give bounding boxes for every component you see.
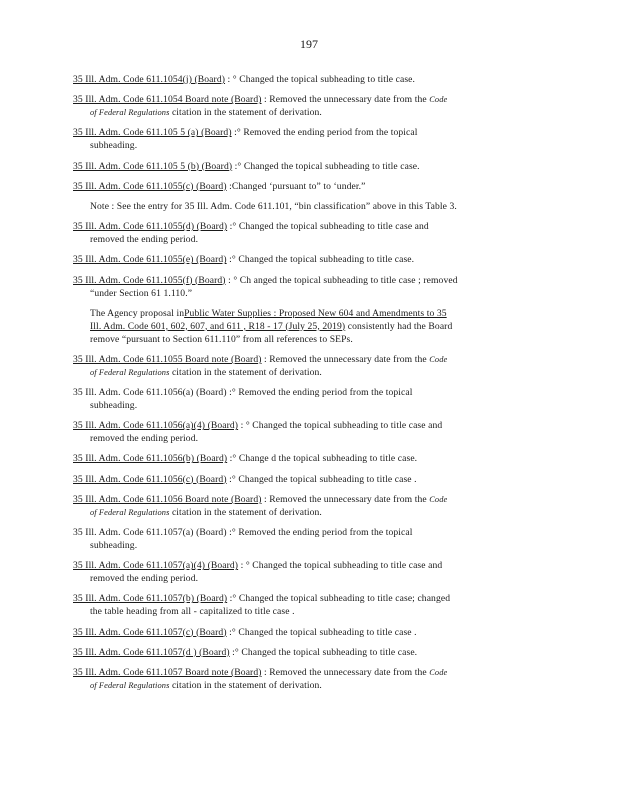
continuation-text: subheading. [90,400,138,412]
italic-code: Code [429,95,448,105]
entry-line [73,274,543,287]
citation: 35 Ill. Adm. Code 611.1055(e) (Board) [73,254,227,266]
change-entry [73,160,543,173]
italic-cfr: of Federal Regulations [90,367,170,377]
entry-line [73,73,543,86]
citation: 35 Ill. Adm. Code 611.1056 Board note (Board) [73,493,262,505]
citation: 35 Ill. Adm. Code 611.1054 Board note (Board) [73,94,262,106]
change-description: :° Removed the ending period from the topical [229,387,413,399]
change-description: :° Changed the topical subheading to title case. [232,646,418,658]
change-description: :° Changed the topical subheading to title case and [229,221,429,233]
agency-text: The Agency proposal in [90,307,185,319]
change-entry [73,126,543,152]
entry-continuation [73,233,543,246]
change-description: : Removed the unnecessary date from the [264,353,427,365]
citation: 35 Ill. Adm. Code 611.1056(a) (Board) [73,387,227,399]
change-description: :° Changed the topical subheading to title case. [229,254,415,266]
entry-continuation [73,572,543,585]
agency-line [73,320,543,333]
continuation-text: removed the ending period. [90,234,199,246]
continuation-text: citation in the statement of derivation. [171,107,322,119]
agency-line [73,307,543,320]
change-entry [73,73,543,86]
change-entry [73,386,543,412]
italic-code: Code [429,494,448,504]
italic-code: Code [429,667,448,677]
continuation-text: the table heading from all - capitalized to title case . [90,606,295,618]
change-description: :° Changed the topical subheading to title case . [229,473,417,485]
agency-proposal-title: Public Water Supplies : Proposed New 604 and Amendments to 35 [184,307,447,319]
change-entry [73,626,543,639]
change-description: : ° Ch anged the topical subheading to title case ; removed [228,274,458,286]
change-description: :Changed ‘pursuant to” to ‘under.” [229,180,366,192]
change-description: : ° Changed the topical subheading to title case and [240,420,443,432]
italic-cfr: of Federal Regulations [90,108,170,118]
entry-continuation [73,399,543,412]
agency-proposal-title: Ill. Adm. Code 601, 602, 607, and 611 , R18 - 17 (July 25, 2019) [90,320,346,332]
change-entry [73,646,543,659]
change-entry [73,493,543,519]
entry-line [73,592,543,605]
citation: 35 Ill. Adm. Code 611.1057(c) (Board) [73,626,227,638]
change-description: : ° Changed the topical subheading to title case and [240,560,443,572]
entry-line [73,626,543,639]
continuation-text: removed the ending period. [90,433,199,445]
entry-line [73,93,543,106]
continuation-text: citation in the statement of derivation. [171,366,322,378]
change-description: :° Change d the topical subheading to title case. [229,453,418,465]
change-description: :° Changed the topical subheading to title case . [229,626,417,638]
citation: 35 Ill. Adm. Code 611.1055(d) (Board) [73,221,228,233]
citation: 35 Ill. Adm. Code 611.1055 Board note (Board) [73,353,262,365]
citation: 35 Ill. Adm. Code 611.1057(a) (Board) [73,527,227,538]
entry-continuation [73,366,543,379]
continuation-text: subheading. [90,140,138,152]
change-entry [73,419,543,445]
change-description: : ° Changed the topical subheading to title case. [227,74,416,85]
entry-line [73,419,543,432]
change-description: :° Removed the ending period from the topical [234,127,418,139]
change-description: :° Changed the topical subheading to title case. [234,160,420,172]
entry-continuation [73,539,543,552]
change-entry [73,253,543,266]
entry-line [73,559,543,572]
change-entry [73,559,543,585]
change-description: :° Changed the topical subheading to title case; changed [229,593,451,605]
citation: 35 Ill. Adm. Code 611.1056(c) (Board) [73,473,227,485]
entry-continuation [73,605,543,618]
entry-line [73,452,543,465]
citation: 35 Ill. Adm. Code 611.105 5 (a) (Board) [73,127,232,139]
entry-continuation [73,106,543,119]
entry-line [73,160,543,173]
continuation-text: “under Section 61 1.110.” [90,287,193,299]
change-entry [73,473,543,486]
citation: 35 Ill. Adm. Code 611.105 5 (b) (Board) [73,160,233,172]
entry-continuation [73,432,543,445]
change-entry [73,180,543,193]
continuation-text: citation in the statement of derivation. [171,679,322,691]
citation: 35 Ill. Adm. Code 611.1057(b) (Board) [73,593,228,605]
note-text: Note : See the entry for 35 Ill. Adm. Code 611.101, “bin classification” above in this Table 3. [90,200,457,212]
change-entry [73,592,543,618]
page-number: 197 [300,37,318,51]
entry-line [73,473,543,486]
citation: 35 Ill. Adm. Code 611.1055(f) (Board) [73,274,226,286]
entry-continuation [73,506,543,519]
citation: 35 Ill. Adm. Code 611.1056(a)(4) (Board) [73,420,239,432]
change-description: : Removed the unnecessary date from the [264,493,427,505]
change-description: : Removed the unnecessary date from the [264,666,427,678]
entry-line [73,526,543,539]
entry-line [73,386,543,399]
change-entry [73,220,543,246]
continuation-text: subheading. [90,540,138,551]
entry-continuation [73,679,543,692]
agency-line: remove “pursuant to Section 611.110” from all references to SEPs. [90,333,353,345]
citation: 35 Ill. Adm. Code 611.1055(c) (Board) [73,180,227,192]
citation: 35 Ill. Adm. Code 611.1057 Board note (Board) [73,666,262,678]
change-entry [73,666,543,692]
change-entry [73,200,543,213]
entries-list [73,73,543,699]
entry-continuation [73,287,543,300]
change-entry [73,526,543,552]
entry-line [73,220,543,233]
change-entry [73,452,543,465]
change-description: : Removed the unnecessary date from the [264,94,427,106]
citation: 35 Ill. Adm. Code 611.1054(j) (Board) [73,74,226,85]
entry-line [73,180,543,193]
change-description: :° Removed the ending period from the topical [229,527,413,538]
agency-text: consistently had the Board [345,320,453,332]
entry-line [73,646,543,659]
entry-line [73,253,543,266]
italic-cfr: of Federal Regulations [90,680,170,690]
italic-code: Code [429,354,448,364]
change-entry [73,353,543,379]
continuation-text: citation in the statement of derivation. [171,506,322,518]
entry-line [73,126,543,139]
citation: 35 Ill. Adm. Code 611.1057(a)(4) (Board) [73,560,239,572]
change-entry [73,93,543,119]
change-entry [73,307,543,346]
change-entry [73,274,543,300]
citation: 35 Ill. Adm. Code 611.1057(d ) (Board) [73,646,230,658]
continuation-text: removed the ending period. [90,573,199,585]
italic-cfr: of Federal Regulations [90,507,170,517]
entry-line [73,493,543,506]
entry-line [73,666,543,679]
citation: 35 Ill. Adm. Code 611.1056(b) (Board) [73,453,228,465]
entry-continuation [73,139,543,152]
entry-line [73,353,543,366]
